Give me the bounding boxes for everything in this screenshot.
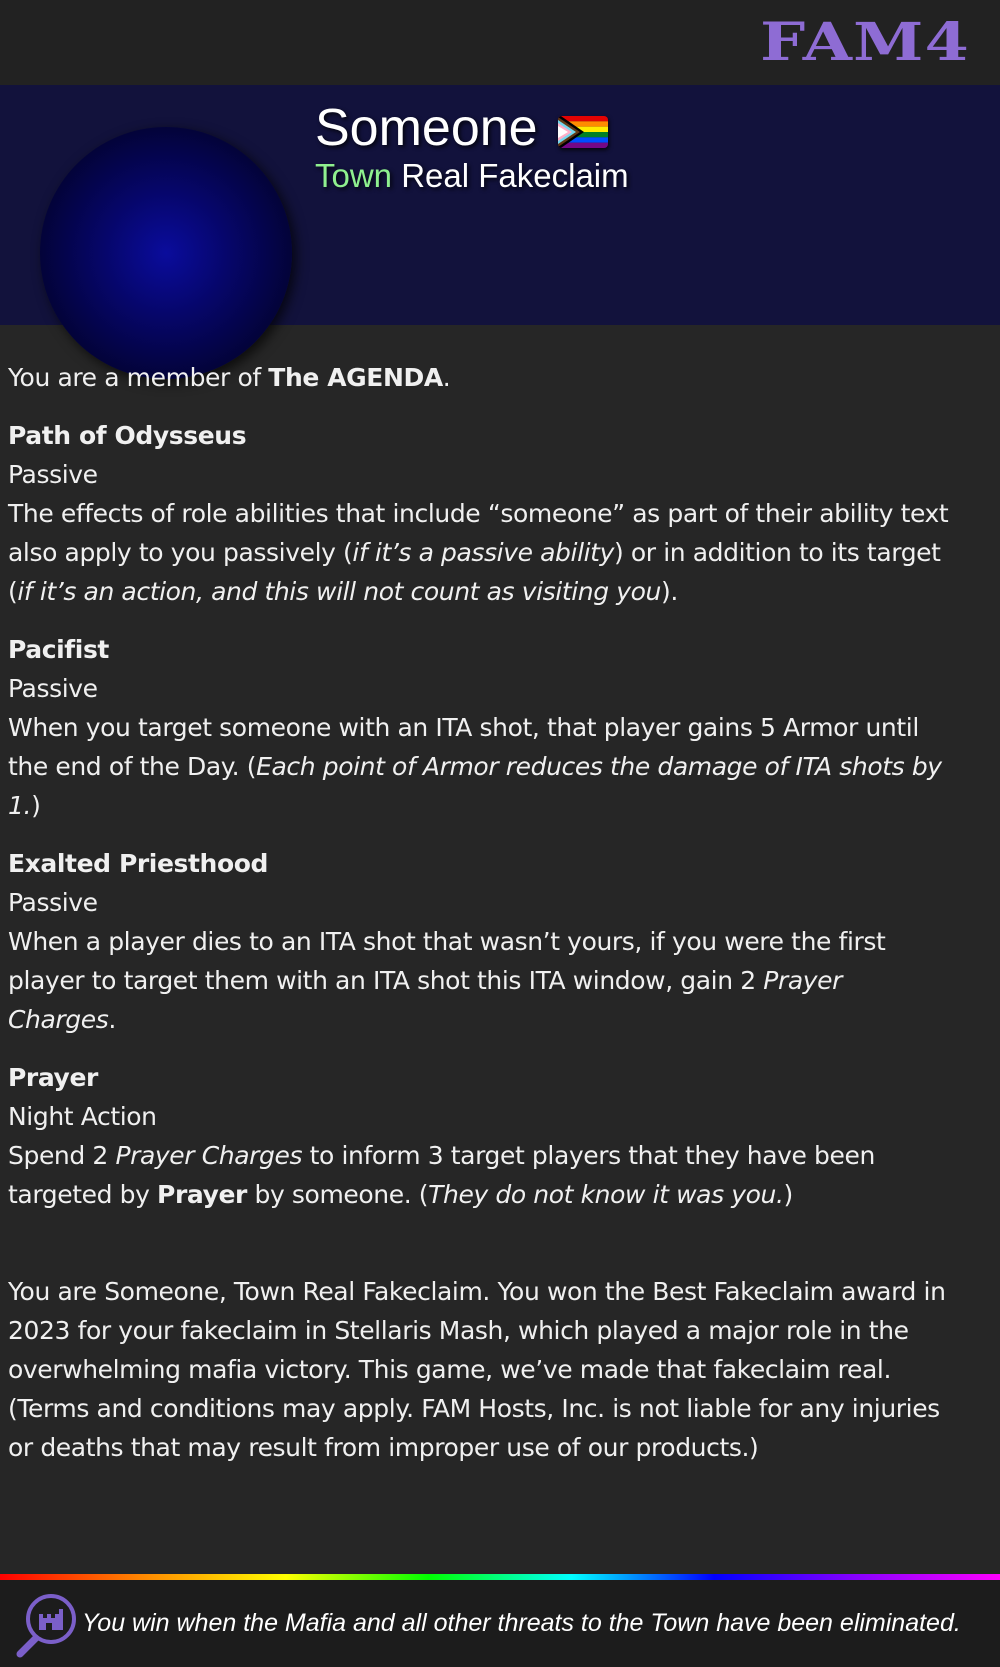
ability-type: Passive bbox=[8, 888, 98, 917]
ability-text: When you target someone with an ITA shot, that player gains 5 Armor until the end of the Day. (Each point of Armor reduces the damage of ITA shots by 1.) bbox=[8, 713, 942, 820]
flavor-text: You are Someone, Town Real Fakeclaim. You won the Best Fakeclaim award in 2023 for your fakeclaim in Stellaris Mash, which played a major role in the overwhelming mafia victory. This game, we’ve made that fakeclaim real. (Terms and conditions may apply. FAM Hosts, Inc. is not liable for any injuries or deaths that may result from improper use of our products.) bbox=[8, 1277, 946, 1462]
ability-path-of-odysseus bbox=[8, 416, 953, 611]
win-condition-text: You win when the Mafia and all other threats to the Town have been eliminated. bbox=[82, 1609, 961, 1637]
role-title: Real Fakeclaim bbox=[401, 157, 629, 194]
membership-line: You are a member of The AGENDA. bbox=[8, 363, 451, 392]
top-bar bbox=[0, 0, 1000, 85]
ability-prayer bbox=[8, 1058, 953, 1214]
ability-text: When a player dies to an ITA shot that wasn’t yours, if you were the first player to target them with an ITA shot this ITA window, gain 2 Prayer Charges. bbox=[8, 927, 886, 1034]
ability-exalted-priesthood bbox=[8, 844, 953, 1039]
role-card-body bbox=[8, 358, 953, 1467]
ability-text: Spend 2 Prayer Charges to inform 3 target players that they have been targeted by Prayer by someone. (They do not know it was you.) bbox=[8, 1141, 875, 1209]
ability-pacifist bbox=[8, 630, 953, 825]
win-condition-footer bbox=[0, 1580, 1000, 1667]
role-name: Someone bbox=[315, 99, 538, 157]
ability-name: Prayer bbox=[8, 1063, 98, 1092]
role-subtitle bbox=[315, 156, 629, 196]
faction-label: Town bbox=[315, 157, 393, 194]
ability-type: Passive bbox=[8, 674, 98, 703]
ability-name: Pacifist bbox=[8, 635, 109, 664]
progress-pride-flag-icon bbox=[558, 116, 608, 148]
ability-type: Passive bbox=[8, 460, 98, 489]
ability-name: Exalted Priesthood bbox=[8, 849, 268, 878]
ability-text: The effects of role abilities that include “someone” as part of their ability text also apply to you passively (if it’s a passive ability) or in addition to its target (if it’s an action, and this will not count as visiting you). bbox=[8, 499, 949, 606]
group-name: The AGENDA bbox=[268, 363, 443, 392]
magnifying-glass-castle-icon bbox=[14, 1592, 78, 1658]
ability-type: Night Action bbox=[8, 1102, 157, 1131]
brand-logo: FAM4 bbox=[760, 12, 970, 73]
ability-name: Path of Odysseus bbox=[8, 421, 247, 450]
role-avatar-orb bbox=[40, 127, 292, 379]
